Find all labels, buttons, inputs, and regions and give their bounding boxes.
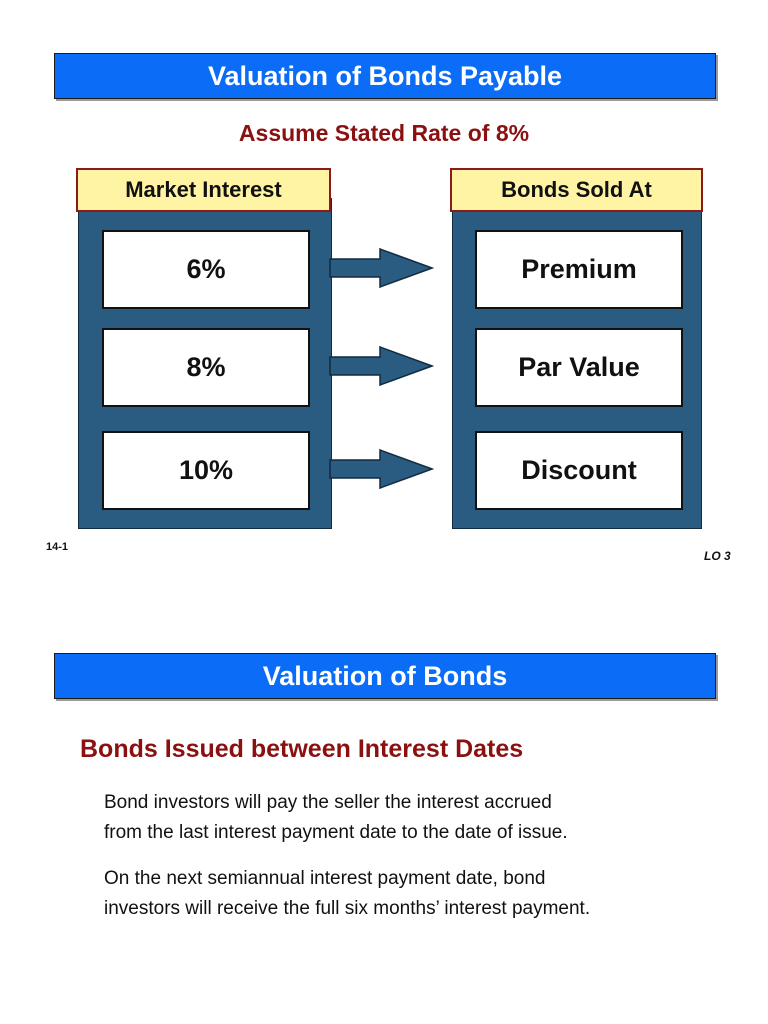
- paragraph-1-line-1: Bond investors will pay the seller the interest accrued: [104, 792, 552, 813]
- market-interest-header: Market Interest: [76, 168, 331, 212]
- bond-result-cell-discount: Discount: [475, 431, 683, 510]
- paragraph-2-line-1: On the next semiannual interest payment date, bond: [104, 868, 546, 889]
- arrow-right-icon: [328, 345, 434, 387]
- bond-result-cell-par-value: Par Value: [475, 328, 683, 407]
- slide2-title: Valuation of Bonds: [54, 653, 716, 699]
- market-rate-cell-8: 8%: [102, 328, 310, 407]
- market-rate-cell-10: 10%: [102, 431, 310, 510]
- slide-number: 14-1: [46, 541, 69, 553]
- market-rate-cell-6: 6%: [102, 230, 310, 309]
- paragraph-1: [104, 788, 704, 848]
- slide1-subtitle: Assume Stated Rate of 8%: [238, 120, 530, 146]
- section-heading: Bonds Issued between Interest Dates: [80, 735, 524, 763]
- paragraph-2-line-2: investors will receive the full six months’ interest payment.: [104, 898, 591, 919]
- arrow-right-icon: [328, 448, 434, 490]
- slide1-title: Valuation of Bonds Payable: [54, 53, 716, 99]
- bond-result-cell-premium: Premium: [475, 230, 683, 309]
- arrow-right-icon: [328, 247, 434, 289]
- learning-objective: LO 3: [704, 549, 731, 563]
- bonds-sold-header: Bonds Sold At: [450, 168, 703, 212]
- paragraph-1-line-2: from the last interest payment date to the date of issue.: [104, 822, 568, 843]
- paragraph-2: [104, 864, 704, 924]
